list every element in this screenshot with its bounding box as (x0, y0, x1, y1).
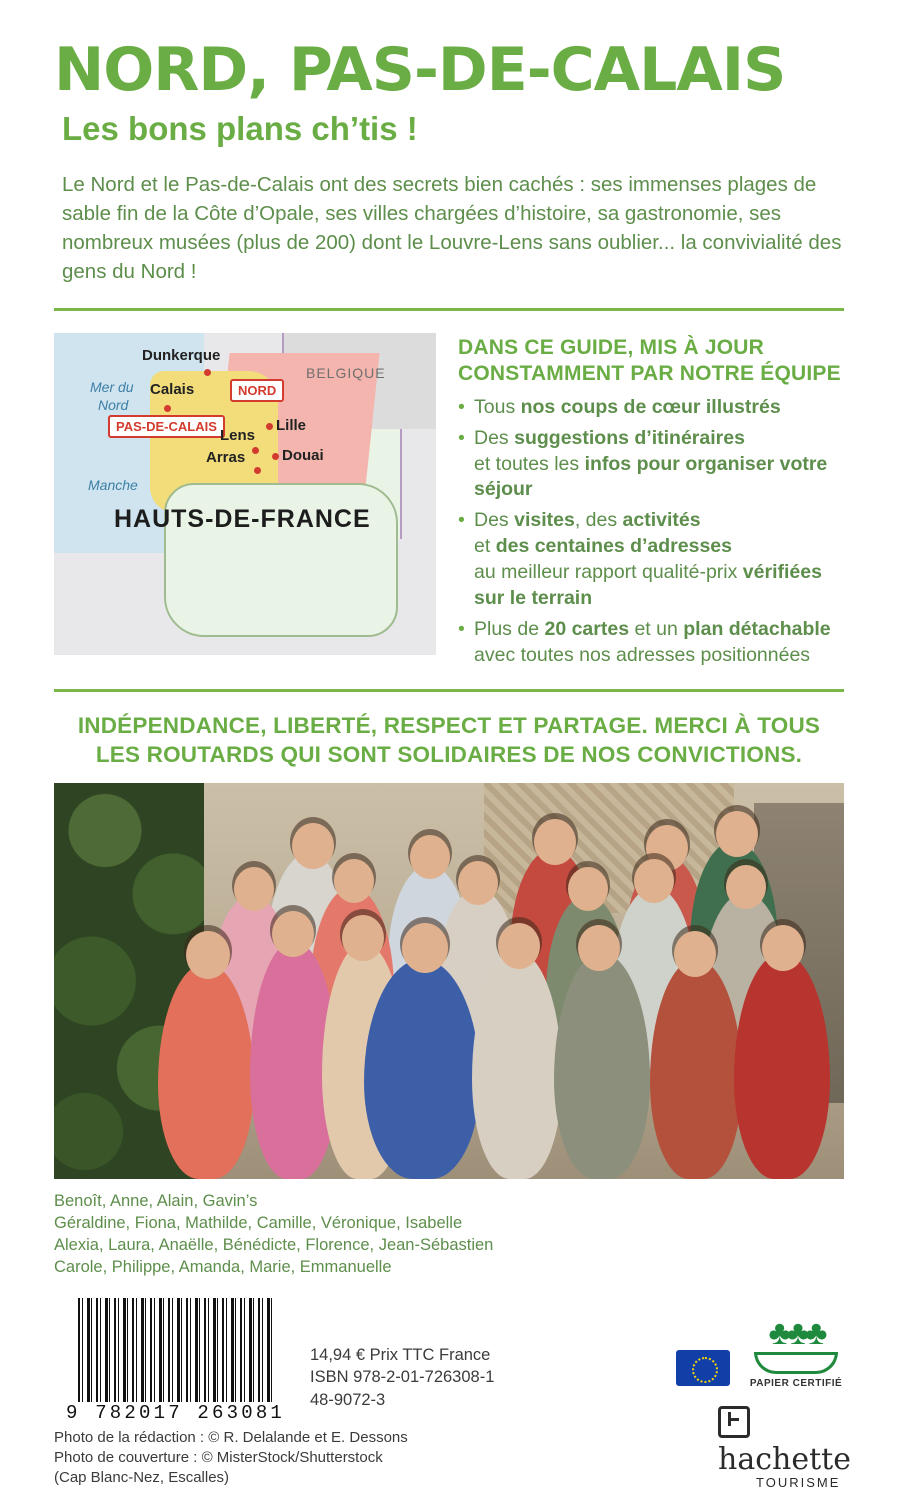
list-item (458, 426, 844, 504)
guide-item-plain: avec toutes nos adresses positionnées (474, 643, 811, 666)
guide-item-plain2: , des (574, 509, 623, 532)
region-map (54, 333, 436, 655)
team-photo (54, 783, 844, 1179)
guide-item-bold2: activités (622, 509, 701, 532)
guide-item-sub (474, 560, 844, 612)
guide-item-bold: nos coups de cœur illustrés (520, 395, 781, 418)
guide-item-plain: Tous (474, 395, 521, 418)
guide-heading-line2: CONSTAMMENT PAR NOTRE ÉQUIPE (458, 362, 841, 386)
guide-item-bold: visites (514, 509, 575, 532)
guide-heading-line1: DANS CE GUIDE, MIS À JOUR (458, 336, 765, 360)
publisher-imprint: TOURISME (756, 1475, 841, 1490)
caption-line-1: Benoît, Anne, Alain, Gavin’s (54, 1192, 258, 1211)
guide-item-plain: au meilleur rapport qualité-prix (474, 561, 743, 584)
guide-item-plain: Plus de (474, 618, 545, 641)
map-label-hautsdefrance: HAUTS-DE-FRANCE (114, 505, 371, 534)
guide-item-plain: Des (474, 426, 515, 449)
guide-list (458, 395, 844, 669)
price-line: 14,94 € Prix TTC France (310, 1346, 491, 1364)
guide-item-plain: Des (474, 509, 515, 532)
publisher-logo (718, 1406, 868, 1490)
guide-item-plain: et (474, 535, 496, 558)
map-label-calais: Calais (150, 381, 195, 399)
guide-item-bold: suggestions d’itinéraires (514, 426, 745, 449)
intro-paragraph: Le Nord et le Pas-de-Calais ont des secrets bien cachés : ses immenses plages de sable fin de la Côte d’Opale, ses villes chargées d’histoire, sa gastronomie, ses nombreux musées (plus de 200) dont le Louvre-Lens sans oublier... la convivialité des gens du Nord ! (62, 173, 842, 284)
guide-item-plain: et toutes les (474, 452, 585, 475)
guide-highlights (458, 333, 844, 668)
map-and-guide-section (54, 333, 844, 668)
credit-line-3: (Cap Blanc-Nez, Escalles) (54, 1469, 230, 1487)
caption-line-4: Carole, Philippe, Amanda, Marie, Emmanuelle (54, 1258, 392, 1277)
map-label-dunkerque: Dunkerque (142, 347, 221, 365)
isbn-line: ISBN 978-2-01-726308-1 (310, 1368, 495, 1387)
guide-item-bold: vérifiées sur le terrain (474, 561, 822, 610)
caption-line-2: Géraldine, Fiona, Mathilde, Camille, Véronique, Isabelle (54, 1214, 463, 1233)
guide-item-bold: infos pour organiser votre séjour (474, 452, 828, 501)
slogan-line2: LES ROUTARDS QUI SONT SOLIDAIRES DE NOS CONVICTIONS. (95, 741, 803, 767)
map-label-channel: Manche (88, 477, 138, 494)
map-label-lille: Lille (276, 417, 307, 435)
guide-item-sub (474, 452, 844, 504)
photo-caption (54, 1191, 844, 1279)
list-item (458, 508, 844, 612)
guide-item-plain2: et un (629, 618, 684, 641)
page-subtitle: Les bons plans ch’tis ! (62, 110, 418, 147)
certified-paper-label: PAPIER CERTIFIÉ (749, 1378, 843, 1389)
price-block (310, 1344, 494, 1411)
eu-stars-icon (692, 1357, 718, 1383)
map-tag-pasdecalais: PAS-DE-CALAIS (108, 415, 225, 438)
guide-item-sub (474, 643, 844, 669)
certified-paper-logo (742, 1316, 850, 1389)
guide-item-bold2: plan détachable (683, 618, 831, 641)
guide-item-sub (474, 534, 844, 560)
barcode-digits: 9 782017 263081 (66, 1402, 286, 1424)
divider-middle (54, 689, 844, 692)
hachette-mark-icon (718, 1406, 750, 1438)
slogan-line1: INDÉPENDANCE, LIBERTÉ, RESPECT ET PARTAGE. MERCI À TOUS (77, 712, 821, 738)
caption-line-3: Alexia, Laura, Anaëlle, Bénédicte, Florence, Jean-Sébastien (54, 1236, 494, 1255)
map-label-belgium: BELGIQUE (306, 365, 386, 382)
list-item (458, 617, 844, 669)
map-label-douai: Douai (282, 447, 324, 465)
trees-icon: ♣♣♣ (768, 1314, 824, 1352)
credit-line-2: Photo de couverture : © MisterStock/Shutterstock (54, 1449, 383, 1467)
guide-item-bold: 20 cartes (544, 618, 630, 641)
map-label-arras: Arras (206, 449, 246, 467)
eu-flag-icon (676, 1350, 730, 1386)
map-label-sea-line2: Nord (98, 397, 129, 414)
barcode (78, 1298, 274, 1402)
book-icon (754, 1352, 838, 1374)
map-label-sea-line1: Mer du (90, 379, 134, 396)
credit-line-1: Photo de la rédaction : © R. Delalande et E. Dessons (54, 1429, 408, 1446)
reference-line: 48-9072-3 (310, 1390, 386, 1409)
slogan (54, 712, 844, 770)
footer (54, 1298, 851, 1490)
map-tag-nord: NORD (230, 379, 284, 402)
page-title: NORD, PAS-DE-CALAIS (54, 35, 786, 105)
photo-credits (54, 1428, 408, 1488)
list-item (458, 395, 844, 421)
map-label-lens: Lens (220, 427, 256, 445)
divider-top (54, 308, 844, 311)
guide-item-bold: des centaines d’adresses (495, 535, 732, 558)
publisher-name: hachette (718, 1442, 851, 1477)
